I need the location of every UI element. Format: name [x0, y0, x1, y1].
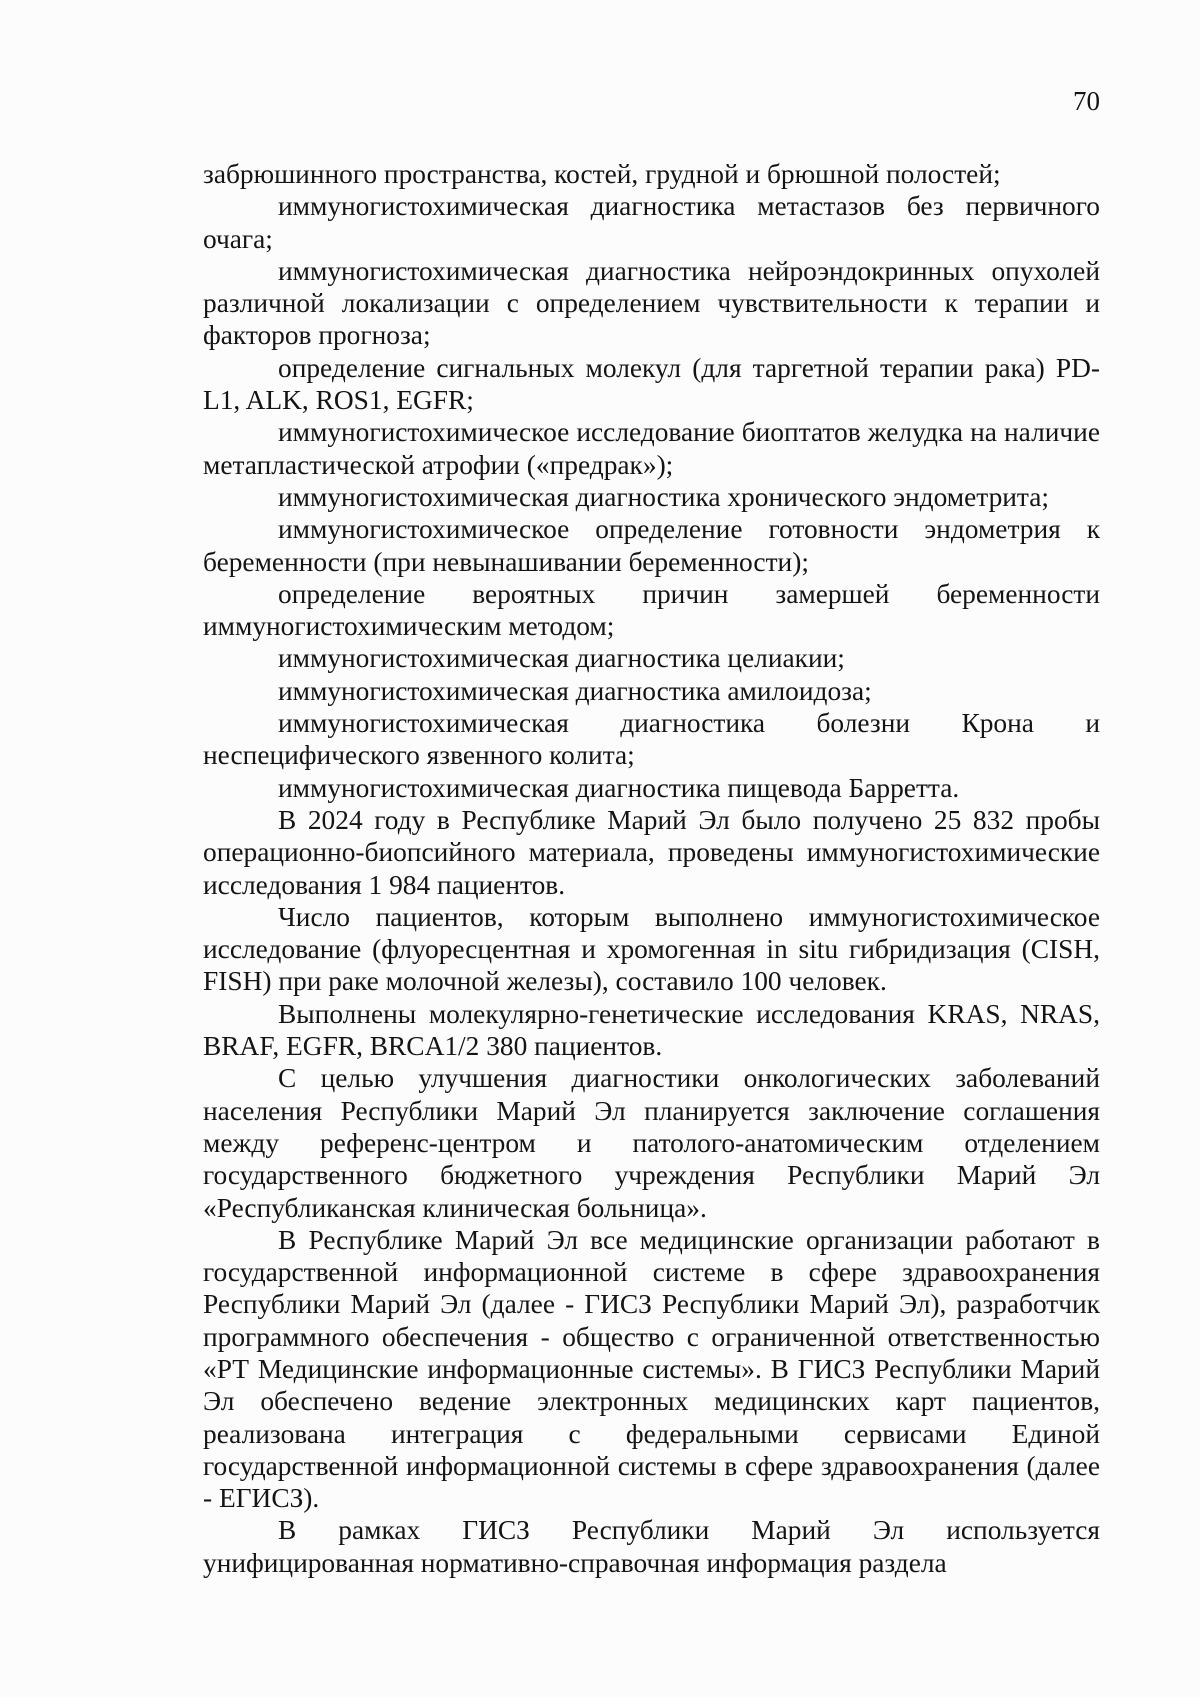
paragraph: иммуногистохимическая диагностика целиакии; [278, 643, 845, 674]
paragraph: иммуногистохимическая диагностика хронического эндометрита; [278, 481, 1049, 512]
paragraph: В 2024 году в Республике Марий Эл было получено 25 832 пробы операционно-биопсийного материала, проведены иммуногистохимические исследования 1 984 пациентов. [203, 804, 1100, 900]
paragraph: иммуногистохимическая диагностика амилоидоза; [278, 675, 872, 706]
paragraph: определение сигнальных молекул (для таргетной терапии рака) PD-L1, ALK, ROS1, EGFR; [203, 352, 1100, 416]
paragraph: иммуногистохимическая диагностика пищевода Барретта. [278, 772, 960, 803]
paragraph: иммуногистохимическое определение готовности эндометрия к беременности (при невынашивании беременности); [203, 514, 1100, 577]
paragraph: Число пациентов, которым выполнено иммуногистохимическое исследование (флуоресцентная и хромогенная in situ гибридизация (CISH, FISH) при раке молочной железы), составило 100 человек. [203, 901, 1100, 997]
body-text [203, 158, 1100, 1579]
paragraph: иммуногистохимическая диагностика нейроэндокринных опухолей различной локализации с определением чувствительности к терапии и факторов прогноза; [203, 255, 1100, 351]
paragraph: В рамках ГИСЗ Республики Марий Эл используется унифицированная нормативно-справочная информация раздела [203, 1515, 1100, 1578]
page-number: 70 [1073, 86, 1100, 116]
paragraph-continuation: забрюшинного пространства, костей, грудной и брюшной полостей; [203, 159, 1001, 189]
paragraph: Выполнены молекулярно-генетические исследования KRAS, NRAS, BRAF, EGFR, BRCA1/2 380 пациентов. [203, 998, 1100, 1062]
paragraph: В Республике Марий Эл все медицинские организации работают в государственной информационной системе в сфере здравоохранения Республики Марий Эл (далее - ГИСЗ Республики Марий Эл), разработчик программного обеспечения - общество с ограниченной ответственностью «РТ Медицинские информационные системы». В ГИСЗ Республики Марий Эл обеспечено ведение электронных медицинских карт пациентов, реализована интеграция с федеральными сервисами Единой государственной информационной системы в сфере здравоохранения (далее - ЕГИСЗ). [203, 1224, 1100, 1514]
paragraph: иммуногистохимическая диагностика болезни Крона и неспецифического язвенного колита; [203, 708, 1100, 771]
paragraph: определение вероятных причин замершей беременности иммуногистохимическим методом; [203, 578, 1100, 642]
paragraph: иммуногистохимическая диагностика метастазов без первичного очага; [203, 191, 1100, 254]
paragraph: С целью улучшения диагностики онкологических заболеваний населения Республики Марий Эл планируется заключение соглашения между референс-центром и патолого-анатомическим отделением государственного бюджетного учреждения Республики Марий Эл «Республиканская клиническая больница». [203, 1063, 1100, 1223]
paragraph: иммуногистохимическое исследование биоптатов желудка на наличие метапластической атрофии («предрак»); [203, 417, 1100, 480]
